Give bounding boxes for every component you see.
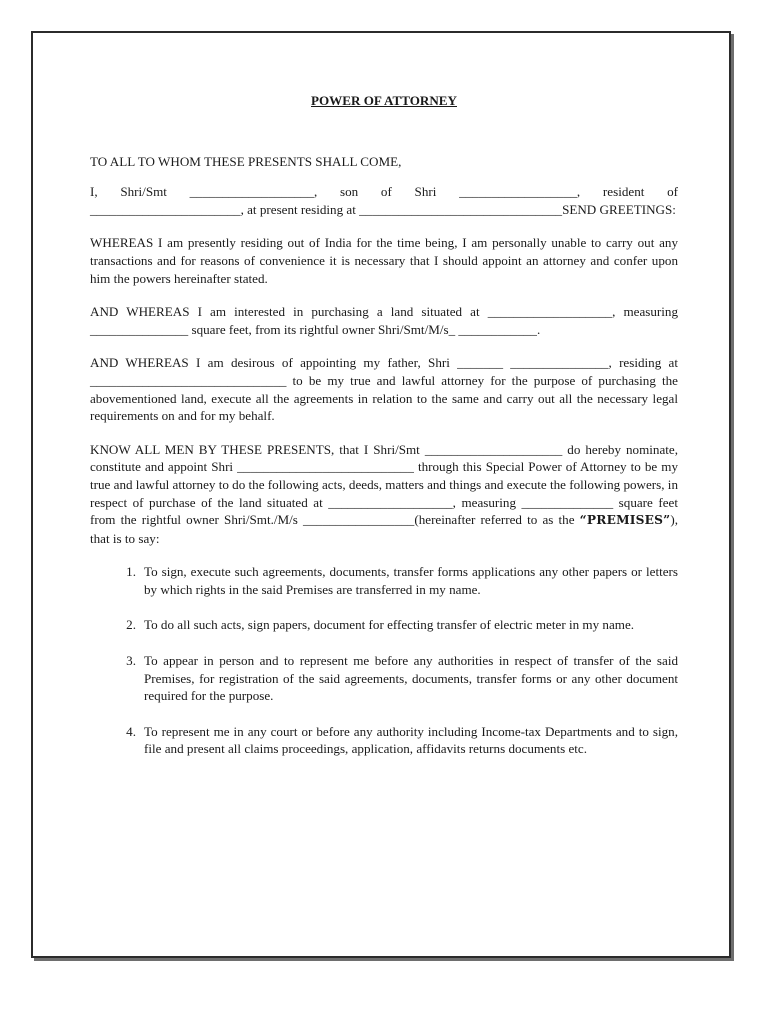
document-title: POWER OF ATTORNEY [311,93,457,108]
document-body [90,92,678,776]
intro-paragraph: I, Shri/Smt ___________________, son of Shri __________________, resident of _______________________, at present residing at _______________________________SEND GREETINGS: [90,184,678,217]
powers-list [90,563,678,758]
list-item [90,563,678,598]
know-all-men-ending: ), that is to say: [90,512,678,546]
list-item-text: To represent me in any court or before any authority including Income-tax Departments and to sign, file and present all claims proceedings, application, affidavits returns documents etc. [144,723,678,757]
list-item [90,723,678,758]
whereas-paragraph-3: AND WHEREAS I am desirous of appointing my father, Shri _______ _______________, residing at ______________________________ to be my true and lawful attorney for the purpose of purchasing the abovementioned land, execute all the agreements in relation to the same and carry out all the necessary legal requirements on and for my behalf. [90,355,678,424]
addressee-line: TO ALL TO WHOM THESE PRESENTS SHALL COME, [90,153,402,169]
list-item-number: 1. [126,564,136,580]
know-all-men-text: KNOW ALL MEN BY THESE PRESENTS, that I Shri/Smt _____________________ do hereby nominate, constitute and appoint Shri ___________________________ through this Special Power of Attorney to be my true and lawful attorney to do the following acts, deeds, matters and things and execute the following powers, in respect of purchase of the land situated at ___________________, measuring ______________ square feet from the rightful owner Shri/Smt./M/s _________________(hereinafter referred to as the [90,441,678,528]
whereas-paragraph-1: WHEREAS I am presently residing out of India for the time being, I am personally unable to carry out any transactions and for reasons of convenience it is necessary that I should appoint an attorney and confer upon him the powers hereinafter stated. [90,235,678,286]
list-item-text: To appear in person and to represent me before any authorities in respect of transfer of the said Premises, for registration of the said agreements, documents, transfer forms or any other document required for the purpose. [144,653,678,704]
list-item-number: 4. [126,723,136,739]
list-item-text: To sign, execute such agreements, documents, transfer forms applications any other papers or letters by which rights in the said Premises are transferred in my name. [144,564,678,597]
list-item-text: To do all such acts, sign papers, document for effecting transfer of electric meter in my name. [144,617,635,633]
list-item [90,652,678,705]
premises-term: “PREMISES” [579,513,671,528]
list-item-number: 3. [126,653,136,669]
know-all-men-paragraph [90,441,678,548]
whereas-paragraph-2: AND WHEREAS I am interested in purchasing a land situated at ___________________, measuring _______________ square feet, from its rightful owner Shri/Smt/M/s_ ____________. [90,304,678,337]
list-item [90,616,678,634]
list-item-number: 2. [126,617,136,633]
